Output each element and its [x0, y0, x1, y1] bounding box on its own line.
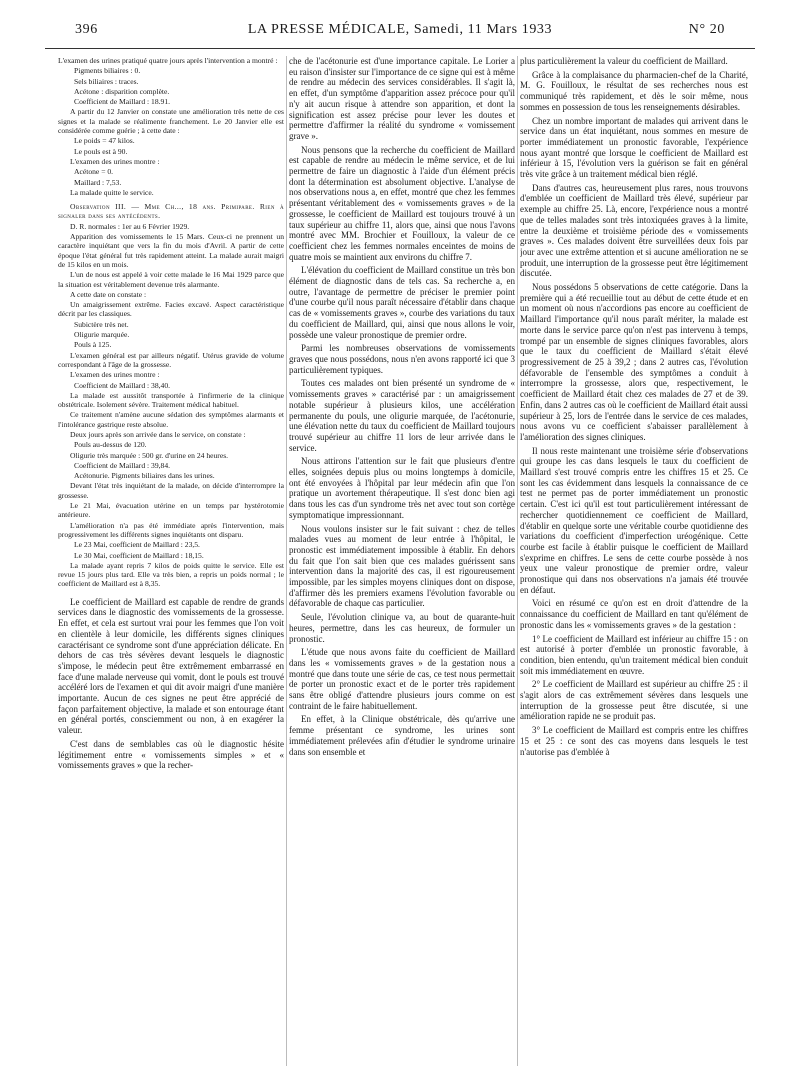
lab-value: Acétone : disparition complète.	[74, 86, 170, 96]
paragraph: plus particulièrement la valeur du coefficient de Maillard.	[520, 56, 728, 66]
paragraph: C'est dans de semblables cas où le diagnostic hésite légitimement entre « vomissements simples » et « vomissements graves » que la recher-	[58, 738, 284, 771]
column-divider	[286, 56, 287, 1066]
paragraph: Nous pensons que la recherche du coefficient de Maillard est capable de rendre au médecin le même service, et de lui permettre de faire un diagnostic à l'aide d'un élément précis dont la détermination est absolument objective. L'analyse de nos observations nous a, en effet, montré que chez les femmes présentant véritablement des « vomissements graves » de la grossesse, le coefficient de Maillard est toujours trouvé à un taux supérieur au chiffre 11, alors que, ainsi que nous l'avons montré avec MM. Brochier et Fouilloux, la valeur de ce coefficient chez les femmes normales enceintes de moins de quatre mois se maintient aux environs du chiffre 7.	[289, 144, 515, 262]
paragraph: Parmi les nombreuses observations de vomissements graves que nous possédons, nous n'en avons rapporté ici que 3 particulièrement typiques.	[289, 343, 515, 375]
paragraph: A partir du 12 Janvier on constate une amélioration très nette de ces signes et la malade se réalimente franchement. Le 20 Janvier elle est considérée comme guérie ; à cette date :	[58, 107, 284, 136]
text-column-2	[289, 56, 515, 1066]
paragraph: Nous possédons 5 observations de cette catégorie. Dans la première qui a été recueillie tout au début de cette étude et en un moment où nous n'accordions pas encore au coefficient de Maillard l'importance qu'il nous paraît mériter, la malade est morte dans le service parce qu'on n'est pas intervenu à temps, trompé par un ensemble de signes cliniques favorables, alors que le taux du coefficient de Maillard s'était élevé progressivement de 25 à 39,2 ; dans 2 autres cas, l'évolution défavorable de l'ensemble des symptômes a conduit à interrompre la grossesse, alors que, respectivement, le coefficient de Maillard était chez ces malades de 27 et de 39. Enfin, dans 2 autres cas où le coefficient de Maillard était aussi supérieur à 25, lors de l'entrée dans le service de ces malades, nous avons vu ce coefficient s'abaisser parallèlement à l'amélioration des signes cliniques.	[520, 282, 748, 442]
lab-value: Sels biliaires : traces.	[74, 76, 139, 86]
paragraph: Seule, l'évolution clinique va, au bout de quarante-huit heures, permettre, dans les cas heureux, de formuler un pronostic.	[289, 612, 515, 644]
lab-value: Pouls au-dessus de 120.	[74, 440, 147, 450]
column-divider	[517, 56, 518, 1066]
paragraph: Voici en résumé ce qu'on est en droit d'attendre de la connaissance du coefficient de Maillard en tant qu'élément de pronostic dans les « vomissements graves » de la gestation :	[520, 598, 748, 630]
text-column-3	[520, 56, 748, 1066]
paragraph: L'examen des urines pratiqué quatre jours après l'intervention a montré :	[58, 56, 278, 65]
paragraph: 2° Le coefficient de Maillard est supérieur au chiffre 25 : il s'agit alors de cas extrêmement sévères dans lesquels une interruption de la grossesse peut être discutée, si une amélioration rapide ne se produit pas.	[520, 679, 748, 722]
journal-title: LA PRESSE MÉDICALE, Samedi, 11 Mars 1933	[247, 22, 553, 37]
paragraph: Oligurie très marquée : 500 gr. d'urine en 24 heures.	[70, 450, 229, 460]
paragraph: L'examen général est par ailleurs négatif. Utérus gravide de volume correspondant à l'âge de la grossesse.	[58, 350, 284, 369]
paragraph: L'étude que nous avons faite du coefficient de Maillard dans les « vomissements graves » de la gestation nous a montré que dans toute une série de cas, ce test nous permettait de porter un pronostic exact et de le porter très rapidement sans être obligé d'attendre plusieurs jours comme on est contraint de le faire habituellement.	[289, 647, 515, 711]
lab-value: Pigments biliaires : 0.	[74, 66, 141, 76]
running-header	[45, 20, 755, 49]
lab-value: Acétone = 0.	[74, 167, 114, 177]
page-number: 396	[75, 22, 98, 37]
lab-value: Subictère très net.	[74, 319, 129, 329]
paragraph: Apparition des vomissements le 15 Mars. Ceux-ci ne prennent un caractère inquiétant que vers la fin du mois d'Avril. A partir de cette époque l'état général fut très rapidement atteint. La malade aurait maigri de 15 kilos en un mois.	[58, 232, 284, 269]
paragraph: Deux jours après son arrivée dans le service, on constate :	[70, 429, 246, 439]
paragraph: 1° Le coefficient de Maillard est inférieur au chiffre 15 : on est autorisé à porter d'emblée un pronostic favorable, à condition, bien entendu, qu'un traitement médical bien conduit soit mis immédiatement en œuvre.	[520, 633, 748, 676]
paragraph: L'amélioration n'a pas été immédiate après l'intervention, mais progressivement les différents signes inquiétants ont disparu.	[58, 520, 284, 539]
lab-value: Le pouls est à 90.	[74, 146, 128, 156]
lab-value: Pouls à 125.	[74, 340, 112, 350]
lab-value: Le 30 Mai, coefficient de Maillard : 18,15.	[74, 550, 204, 560]
observation-heading: Observation III. — Mme Ch..., 18 ans. Primipare. Rien à signaler dans ses antécédents.	[58, 202, 284, 221]
paragraph: 3° Le coefficient de Maillard est compris entre les chiffres 15 et 25 : ce sont des cas moyens dans lesquels le test n'autorise pas d'emblée à	[520, 725, 748, 757]
lab-value: Coefficient de Maillard : 39,84.	[74, 460, 171, 470]
paragraph: A cette date on constate :	[70, 289, 147, 299]
lab-value: Coefficient de Maillard : 38,40.	[74, 380, 171, 390]
paragraph: La malade quitte le service.	[70, 187, 154, 197]
lab-value: Maillard : 7,53.	[74, 177, 122, 187]
paragraph: L'élévation du coefficient de Maillard constitue un très bon élément de diagnostic dans de tels cas. Sa recherche a, en outre, l'avantage de permettre de préciser le premier point d'une courbe qu'il nous paraît nécessaire d'établir dans chaque cas de « vomissements graves », courbe des variations du taux du coefficient de Maillard, qui, ainsi que nous allons le voir, possède une valeur pronostique de premier ordre.	[289, 265, 515, 340]
paragraph: Un amaigrissement extrême. Facies excavé. Aspect caractéristique décrit par les classiques.	[58, 300, 284, 319]
paragraph: Dans d'autres cas, heureusement plus rares, nous trouvons d'emblée un coefficient de Maillard très élevé, supérieur par exemple au chiffre 25. Là, encore, l'expérience nous a montré que de telles malades sont très intoxiquées graves à la limite, entre la deuxième et troisième période des « vomissements graves ». Ces malades doivent être surveillées deux fois par jour avec une extrême attention et si aucune amélioration ne se produit, une interruption de la grossesse peut être légitimement discutée.	[520, 182, 748, 279]
paragraph: Grâce à la complaisance du pharmacien-chef de la Charité, M. G. Fouilloux, le résultat de ses recherches nous est communiqué très rapidement, et dès le soir même, nous sommes en possession de tous les renseignements désirables.	[520, 69, 748, 112]
paragraph: Le 21 Mai, évacuation utérine en un temps par hystérotomie antérieure.	[58, 501, 284, 520]
paragraph: Nous voulons insister sur le fait suivant : chez de telles malades vues au moment de leur entrée à l'hôpital, le pronostic est immédiatement impossible à établir. En dehors du fait que l'on sait bien que ces malades guérissent sans intervention dans la majorité des cas, il est rigoureusement impossible, par les simples moyens cliniques dont on dispose, d'affirmer dès les premiers examens l'évolution favorable ou défavorable de chaque cas particulier.	[289, 523, 515, 609]
paragraph: Devant l'état très inquiétant de la malade, on décide d'interrompre la grossesse.	[58, 481, 284, 500]
paragraph: Il nous reste maintenant une troisième série d'observations qui groupe les cas dans lesquels le taux du coefficient de Maillard s'est trouvé compris entre les chiffres 15 et 25. Ce sont les cas évidemment dans lesquels la connaissance de ce test ne permet pas de porter immédiatement un pronostic certain. C'est ici qu'il est tout particulièrement intéressant de rechercher quotidiennement ce coefficient de Maillard, d'établir en quelque sorte une véritable courbe quotidienne des variations du coefficient d'imperfection uréogénique. Cette courbe est facile à établir puisque le coefficient de Maillard s'exprime en chiffres. Le sens de cette courbe possède à nos yeux une valeur pronostique de premier ordre, valeur pronostique qui dans nos observations n'a jamais été trouvée en défaut.	[520, 445, 748, 595]
paragraph: Toutes ces malades ont bien présenté un syndrome de « vomissements graves » caractérisé par : un amaigrissement notable supérieur à plusieurs kilos, une accélération permanente du pouls, une oligurie marquée, de l'acétonurie, une élévation nette du taux du coefficient de Maillard toujours trouvé supérieur au chiffre 11 lors de leur arrivée dans le service.	[289, 378, 515, 453]
lab-value: Coefficient de Maillard : 18.91.	[74, 97, 171, 107]
paragraph: La malade ayant repris 7 kilos de poids quitte le service. Elle est revue 15 jours plus tard. Elle va très bien, a repris un poids normal ; le coefficient de Maillard est à 8,35.	[58, 560, 284, 589]
text-column-1	[58, 56, 284, 1066]
observation-notes-continued	[58, 56, 284, 589]
paragraph: L'un de nous est appelé à voir cette malade le 16 Mai 1929 parce que la situation est véritablement devenue très alarmante.	[58, 270, 284, 289]
paragraph: Nous attirons l'attention sur le fait que plusieurs d'entre elles, soignées depuis plus ou moins longtemps à domicile, ont été envoyées à l'hôpital par leur médecin afin que l'on pratique un avortement thérapeutique. Il s'est donc bien agi dans tous les cas d'un syndrome très net avec tout son cortège symptomatique impressionnant.	[289, 456, 515, 520]
paragraph: La malade est aussitôt transportée à l'infirmerie de la clinique obstétricale. Isolement sévère. Traitement médical habituel.	[58, 390, 284, 410]
paragraph: D. R. normales : 1er au 6 Février 1929.	[70, 221, 190, 231]
issue-number: N° 20	[688, 22, 725, 37]
paragraph: L'examen des urines montre :	[70, 370, 160, 380]
lab-value: Acétonurie. Pigments biliaires dans les urines.	[74, 471, 215, 481]
paragraph: che de l'acétonurie est d'une importance capitale. Le Lorier a eu raison d'insister sur l'importance de ce signe qui est à même de rendre au médecin des services considérables. Il s'agit là, en effet, d'un symptôme d'apparition assez précoce pour qu'il n'y ait aucun risque à attendre son apparition, et dont la signification est assez précise pour lever les doutes et permettre d'affirmer la réalité du syndrome « vomissement grave ».	[289, 56, 515, 141]
paragraph: Chez un nombre important de malades qui arrivent dans le service dans un état inquiétant, nous sommes en mesure de porter immédiatement un pronostic favorable, l'expérience nous ayant montré que lorsque le coefficient de Maillard est inférieur à 15, l'évolution vers la guérison se fait en général très vite grâce à un traitement médical bien réglé.	[520, 115, 748, 180]
article-body	[58, 597, 284, 771]
lab-value: Le poids = 47 kilos.	[74, 136, 135, 146]
paragraph: Ce traitement n'amène aucune sédation des symptômes alarmants et l'intolérance gastrique reste absolue.	[58, 410, 284, 429]
paragraph: L'examen des urines montre :	[70, 156, 160, 166]
paragraph: En effet, à la Clinique obstétricale, dès qu'arrive une femme présentant ce syndrome, les urines sont immédiatement prélevées afin d'étudier le syndrome urinaire dans son ensemble et	[289, 714, 515, 757]
lab-value: Le 23 Mai, coefficient de Maillard : 23,5.	[74, 540, 200, 550]
paragraph: Le coefficient de Maillard est capable de rendre de grands services dans le diagnostic des vomissements de la grossesse. En effet, et cela est surtout vrai pour les femmes que l'on voit en clientèle à leur domicile, les différents signes cliniques caractérisant ce syndrome sont d'une appréciation délicate. En dehors de cas très sévères devant lesquels le diagnostic s'impose, le médecin peut être extrêmement embarrassé en face d'une malade nerveuse qui vomit, dont le pouls est trouvé accéléré lors de l'examen et qui dit avoir maigri d'une manière importante. Aucun de ces signes ne peut être apprécié de façon parfaitement objective, la malade et son entourage étant en général portés, consciemment ou non, à en exagérer la valeur.	[58, 596, 284, 736]
lab-value: Oligurie marquée.	[74, 330, 130, 340]
